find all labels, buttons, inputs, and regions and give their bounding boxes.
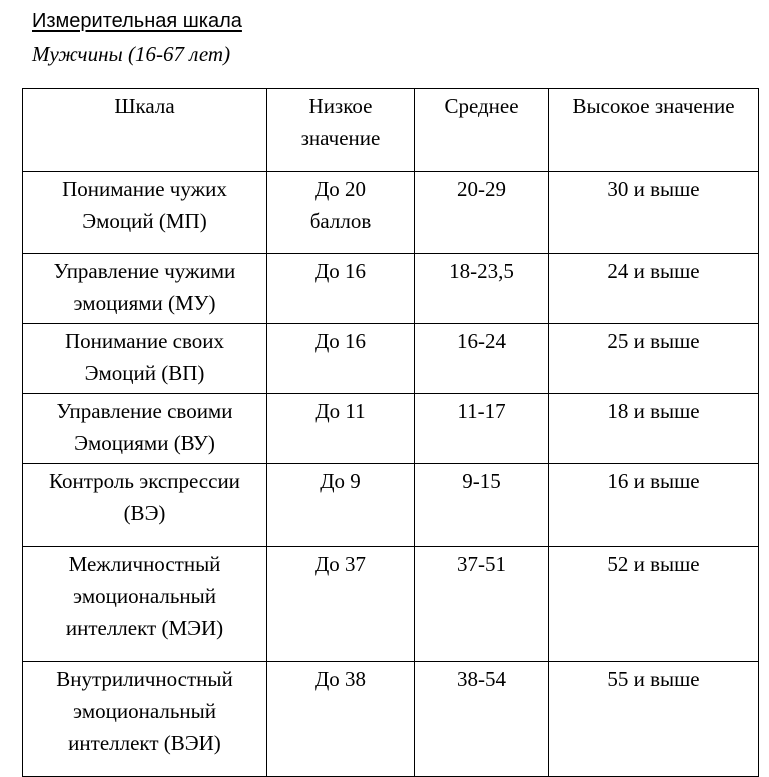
header-medium: Среднее bbox=[415, 89, 549, 172]
cell-scale bbox=[23, 172, 267, 254]
cell-high: 52 и выше bbox=[549, 547, 759, 662]
cell-scale bbox=[23, 547, 267, 662]
cell-scale bbox=[23, 324, 267, 394]
cell-high: 55 и выше bbox=[549, 662, 759, 777]
cell-low bbox=[267, 662, 415, 777]
cell-scale-line: Понимание чужих bbox=[62, 177, 227, 201]
cell-scale-line: интеллект (ВЭИ) bbox=[68, 731, 221, 755]
cell-scale bbox=[23, 662, 267, 777]
cell-high: 24 и выше bbox=[549, 254, 759, 324]
cell-low bbox=[267, 324, 415, 394]
cell-high: 16 и выше bbox=[549, 464, 759, 547]
cell-scale-line: эмоциями (МУ) bbox=[73, 291, 216, 315]
cell-scale bbox=[23, 464, 267, 547]
table-row bbox=[23, 172, 759, 254]
cell-scale-line: Понимание своих bbox=[65, 329, 224, 353]
cell-scale-line: Внутриличностный bbox=[56, 667, 233, 691]
cell-low-line: До 16 bbox=[314, 259, 367, 283]
cell-medium: 38-54 bbox=[415, 662, 549, 777]
cell-low-line: До 38 bbox=[314, 667, 367, 691]
table-row bbox=[23, 547, 759, 662]
cell-low bbox=[267, 172, 415, 254]
header-high: Высокое значение bbox=[549, 89, 759, 172]
cell-scale-line: эмоциональный bbox=[73, 699, 216, 723]
cell-scale-line: Контроль экспрессии bbox=[49, 469, 240, 493]
cell-low-line: До 20 bbox=[314, 177, 367, 201]
table-row bbox=[23, 394, 759, 464]
cell-scale-line: Управление чужими bbox=[53, 259, 236, 283]
cell-scale bbox=[23, 254, 267, 324]
cell-low-line: До 9 bbox=[320, 469, 361, 493]
cell-scale-line: Эмоций (МП) bbox=[82, 209, 207, 233]
cell-medium: 11-17 bbox=[415, 394, 549, 464]
header-low bbox=[267, 89, 415, 172]
cell-high: 25 и выше bbox=[549, 324, 759, 394]
table-row bbox=[23, 324, 759, 394]
table-row bbox=[23, 662, 759, 777]
header-low-line: Низкое bbox=[308, 94, 373, 118]
cell-medium: 18-23,5 bbox=[415, 254, 549, 324]
cell-low bbox=[267, 547, 415, 662]
document-subtitle: Мужчины (16-67 лет) bbox=[32, 42, 231, 66]
cell-scale-line: эмоциональный bbox=[73, 584, 216, 608]
header-low-line: значение bbox=[300, 126, 381, 150]
header-scale: Шкала bbox=[23, 89, 267, 172]
document-title: Измерительная шкала bbox=[32, 10, 242, 32]
cell-low-line: До 37 bbox=[314, 552, 367, 576]
cell-scale-line: интеллект (МЭИ) bbox=[65, 616, 224, 640]
cell-scale-line: Эмоций (ВП) bbox=[84, 361, 205, 385]
scale-table bbox=[22, 88, 759, 777]
cell-high: 30 и выше bbox=[549, 172, 759, 254]
cell-scale-line: Эмоциями (ВУ) bbox=[74, 431, 215, 455]
cell-medium: 9-15 bbox=[415, 464, 549, 547]
cell-scale-line: Межличностный bbox=[68, 552, 221, 576]
table-row bbox=[23, 254, 759, 324]
cell-low-line: До 11 bbox=[315, 399, 366, 423]
cell-low bbox=[267, 394, 415, 464]
cell-high: 18 и выше bbox=[549, 394, 759, 464]
cell-low bbox=[267, 464, 415, 547]
cell-scale-line: (ВЭ) bbox=[123, 501, 166, 525]
cell-medium: 16-24 bbox=[415, 324, 549, 394]
cell-medium: 37-51 bbox=[415, 547, 549, 662]
cell-scale-line: Управление своими bbox=[56, 399, 233, 423]
cell-medium: 20-29 bbox=[415, 172, 549, 254]
table-row bbox=[23, 464, 759, 547]
cell-low bbox=[267, 254, 415, 324]
table-header-row bbox=[23, 89, 759, 172]
cell-low-line: До 16 bbox=[314, 329, 367, 353]
cell-scale bbox=[23, 394, 267, 464]
cell-low-line: баллов bbox=[309, 209, 372, 233]
